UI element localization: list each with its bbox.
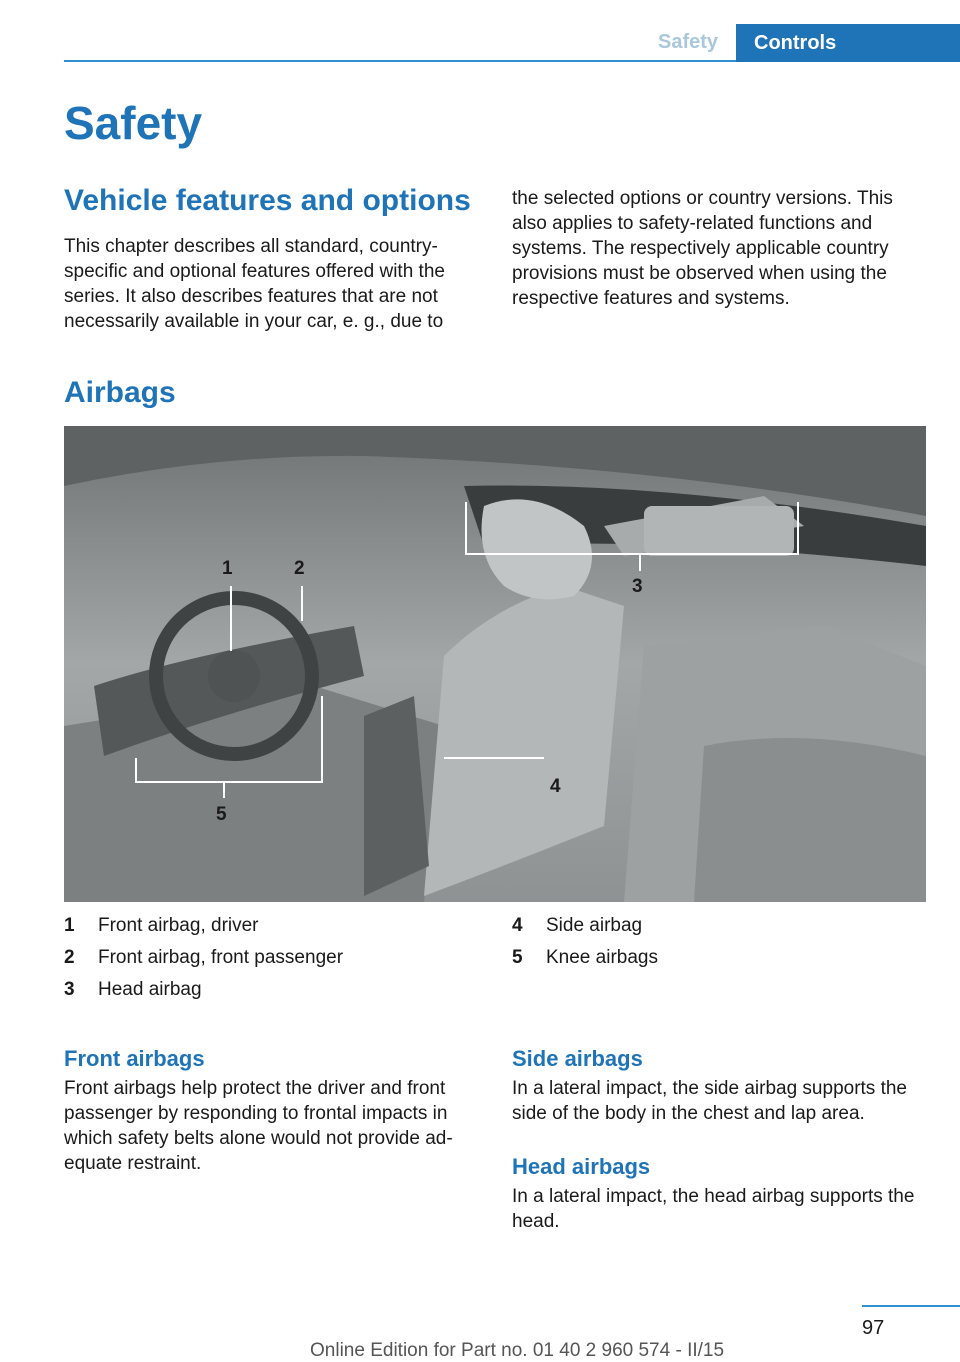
header-section-tab: Safety <box>657 31 719 53</box>
header-chapter-tab: Controls <box>736 24 960 62</box>
front-airbags-heading: Front airbags <box>64 1046 205 1071</box>
legend-item <box>64 910 343 942</box>
airbags-figure <box>64 426 926 902</box>
vehicle-features-text-right: the selected options or country versions. This also applies to safety-related functions and systems. The respectively applicable country provisions must be observed when using the respective features and systems. <box>512 188 893 309</box>
front-airbags-section <box>64 1046 476 1176</box>
side-airbags-heading: Side airbags <box>512 1046 643 1071</box>
legend-item <box>64 974 343 1006</box>
legend-item <box>512 942 658 974</box>
legend-number: 3 <box>64 979 75 1000</box>
legend-number: 4 <box>512 915 523 936</box>
airbags-illustration <box>64 426 926 902</box>
callout-4: 4 <box>550 776 561 797</box>
head-airbags-section <box>512 1154 926 1234</box>
legend-item <box>64 942 343 974</box>
edition-footer: Online Edition for Part no. 01 40 2 960 574 - II/15 <box>310 1340 725 1361</box>
head-airbags-heading: Head airbags <box>512 1154 651 1179</box>
legend-number: 5 <box>512 947 523 968</box>
front-airbags-text: Front airbags help protect the driver and front passenger by responding to frontal impacts in which safety belts alone would not provide ad-equate restraint. <box>64 1078 453 1174</box>
callout-2: 2 <box>294 558 305 579</box>
legend-label: Front airbag, driver <box>98 915 259 936</box>
legend-right <box>512 910 658 974</box>
page-title: Safety <box>64 97 203 149</box>
side-airbags-section <box>512 1046 926 1126</box>
legend-left <box>64 910 343 1006</box>
legend-label: Head airbag <box>98 979 202 1000</box>
legend-label: Knee airbags <box>546 947 658 968</box>
callout-1: 1 <box>222 558 233 579</box>
legend-number: 1 <box>64 915 75 936</box>
legend-label: Front airbag, front passenger <box>98 947 344 968</box>
page-number: 97 <box>862 1317 885 1339</box>
legend-label: Side airbag <box>546 915 643 936</box>
callout-3: 3 <box>632 576 643 597</box>
side-airbags-text: In a lateral impact, the side airbag supports the side of the body in the chest and lap area. <box>512 1078 908 1124</box>
footer-rule <box>862 1305 960 1307</box>
legend-item <box>512 910 658 942</box>
legend-number: 2 <box>64 947 75 968</box>
vehicle-features-text-left: This chapter describes all standard, country-specific and optional features offered with the series. It also describes features that are not necessarily available in your car, e. g., due to <box>64 236 445 332</box>
vehicle-features-heading: Vehicle features and options <box>64 184 471 217</box>
head-airbags-text: In a lateral impact, the head airbag supports the head. <box>512 1186 915 1232</box>
airbags-heading: Airbags <box>64 376 176 409</box>
callout-5: 5 <box>216 804 227 825</box>
